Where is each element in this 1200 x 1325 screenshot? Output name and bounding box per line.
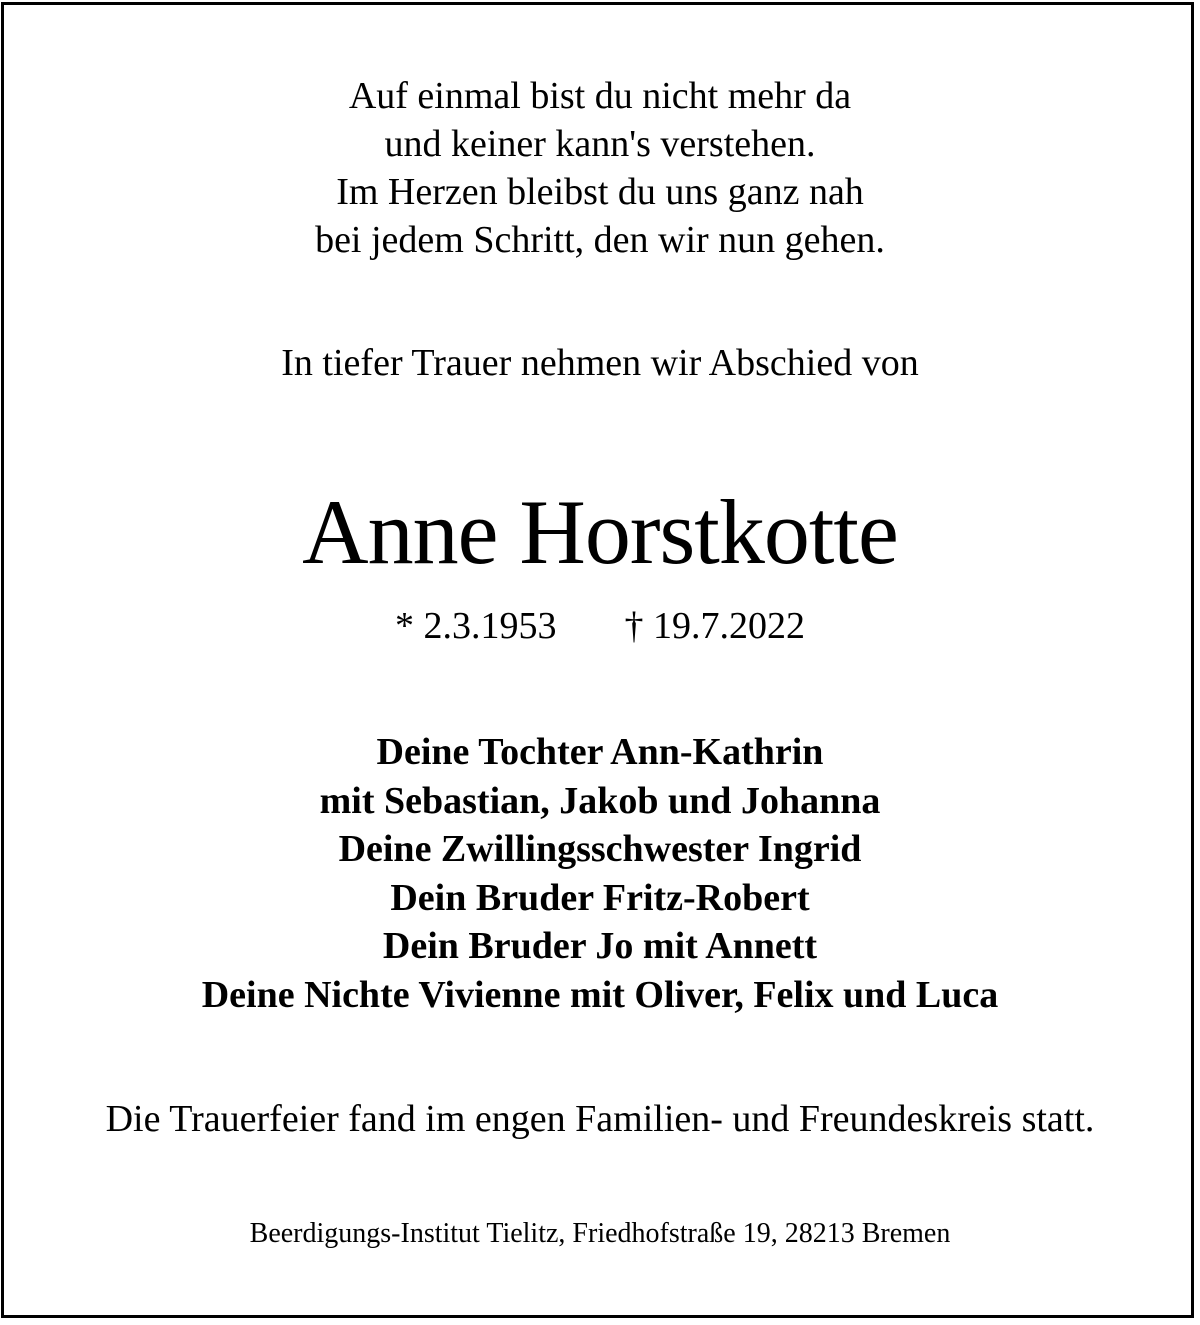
memorial-poem	[0, 72, 1200, 264]
birth-date: * 2.3.1953	[395, 605, 557, 647]
death-date: † 19.7.2022	[624, 605, 805, 647]
farewell-intro: In tiefer Trauer nehmen wir Abschied von	[281, 342, 919, 384]
mourner-line: Deine Nichte Vivienne mit Oliver, Felix und Luca	[201, 973, 999, 1016]
undertaker-address: Beerdigungs-Institut Tielitz, Friedhofstraße 19, 28213 Bremen	[249, 1218, 951, 1249]
deceased-name: Anne Horstkotte	[302, 481, 898, 583]
mourner-line: Deine Tochter Ann-Kathrin	[376, 731, 824, 773]
mourner-line: Dein Bruder Fritz-Robert	[390, 876, 810, 919]
mourner-line: Deine Zwillingsschwester Ingrid	[338, 828, 862, 870]
poem-line: Im Herzen bleibst du uns ganz nah	[336, 171, 864, 213]
mourner-line: mit Sebastian, Jakob und Johanna	[319, 779, 881, 822]
mourners-list	[0, 728, 1200, 1019]
poem-line: Auf einmal bist du nicht mehr da	[348, 75, 852, 117]
poem-line: bei jedem Schritt, den wir nun gehen.	[315, 219, 885, 261]
poem-line: und keiner kann's verstehen.	[384, 123, 816, 165]
ceremony-note: Die Trauerfeier fand im engen Familien- und Freundeskreis statt.	[105, 1098, 1095, 1140]
mourner-line: Dein Bruder Jo mit Annett	[382, 925, 818, 967]
life-dates	[0, 602, 1200, 650]
